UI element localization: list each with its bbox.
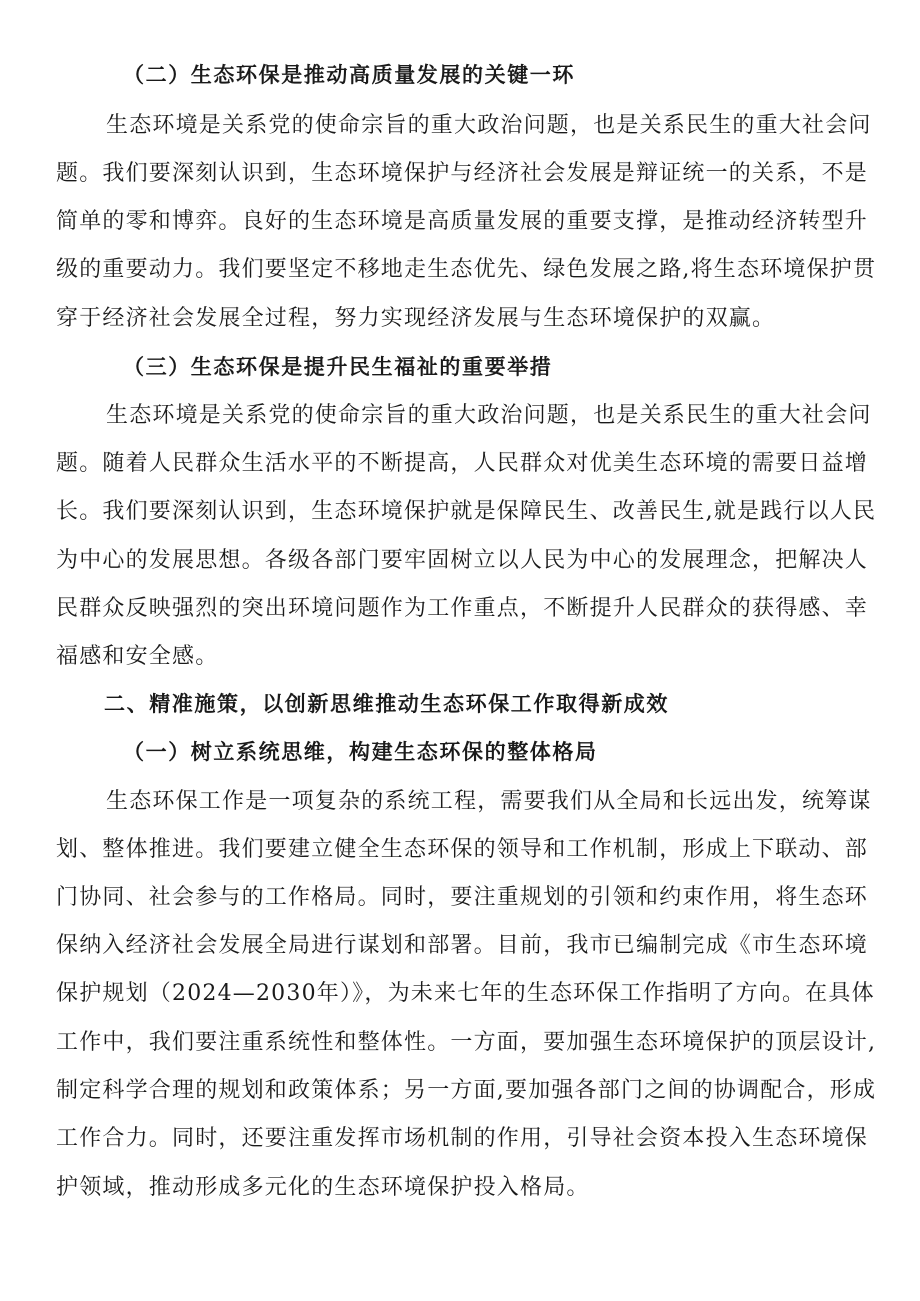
paragraph-line: 生态环境是关系党的使命宗旨的重大政治问题，也是关系民生的重大社会问 xyxy=(106,403,872,428)
paragraph-line: 简单的零和博弈。良好的生态环境是高质量发展的重要支撑，是推动经济转型升 xyxy=(56,209,869,234)
section-heading: （一）树立系统思维，构建生态环保的整体格局 xyxy=(123,740,598,764)
paragraph-line: 生态环境是关系党的使命宗旨的重大政治问题，也是关系民生的重大社会问 xyxy=(106,113,872,138)
paragraph-line: 题。我们要深刻认识到，生态环境保护与经济社会发展是辩证统一的关系，不是 xyxy=(56,161,869,186)
paragraph-line: 保纳入经济社会发展全局进行谋划和部署。目前，我市已编制完成《市生态环境 xyxy=(56,933,869,958)
paragraph-line: 穿于经济社会发展全过程，努力实现经济发展与生态环境保护的双赢。 xyxy=(56,306,776,331)
paragraph-line: 工作合力。同时，还要注重发挥市场机制的作用，引导社会资本投入生态环境保 xyxy=(56,1126,869,1151)
section-heading: （二）生态环保是推动高质量发展的关键一环 xyxy=(123,63,575,87)
chapter-heading: 二、精准施策，以创新思维推动生态环保工作取得新成效 xyxy=(104,692,669,716)
paragraph-line: 级的重要动力。我们要坚定不移地走生态优先、绿色发展之路,将生态环境保护贯 xyxy=(56,257,877,282)
paragraph-line: 题。随着人民群众生活水平的不断提高，人民群众对优美生态环境的需要日益增 xyxy=(56,451,869,476)
paragraph-line: 民群众反映强烈的突出环境问题作为工作重点，不断提升人民群众的获得感、幸 xyxy=(56,596,869,621)
paragraph-line: 保护规划（2024—2030年）》，为未来七年的生态环保工作指明了方向。在具体 xyxy=(56,981,875,1006)
paragraph-line: 生态环保工作是一项复杂的系统工程，需要我们从全局和长远出发，统筹谋 xyxy=(106,789,872,814)
section-heading: （三）生态环保是提升民生福祉的重要举措 xyxy=(123,355,553,379)
paragraph-line: 门协同、社会参与的工作格局。同时，要注重规划的引领和约束作用，将生态环 xyxy=(56,885,869,910)
paragraph-line: 工作中，我们要注重系统性和整体性。一方面，要加强生态环境保护的顶层设计, xyxy=(56,1030,877,1055)
paragraph-line: 护领域，推动形成多元化的生态环境保护投入格局。 xyxy=(56,1175,590,1200)
paragraph-line: 长。我们要深刻认识到，生态环境保护就是保障民生、改善民生,就是践行以人民 xyxy=(56,499,877,524)
paragraph-line: 为中心的发展思想。各级各部门要牢固树立以人民为中心的发展理念，把解决人 xyxy=(56,548,869,573)
paragraph-line: 福感和安全感。 xyxy=(56,644,219,669)
paragraph-line: 划、整体推进。我们要建立健全生态环保的领导和工作机制，形成上下联动、部 xyxy=(56,837,869,862)
paragraph-line: 制定科学合理的规划和政策体系；另一方面,要加强各部门之间的协调配合，形成 xyxy=(56,1078,877,1103)
